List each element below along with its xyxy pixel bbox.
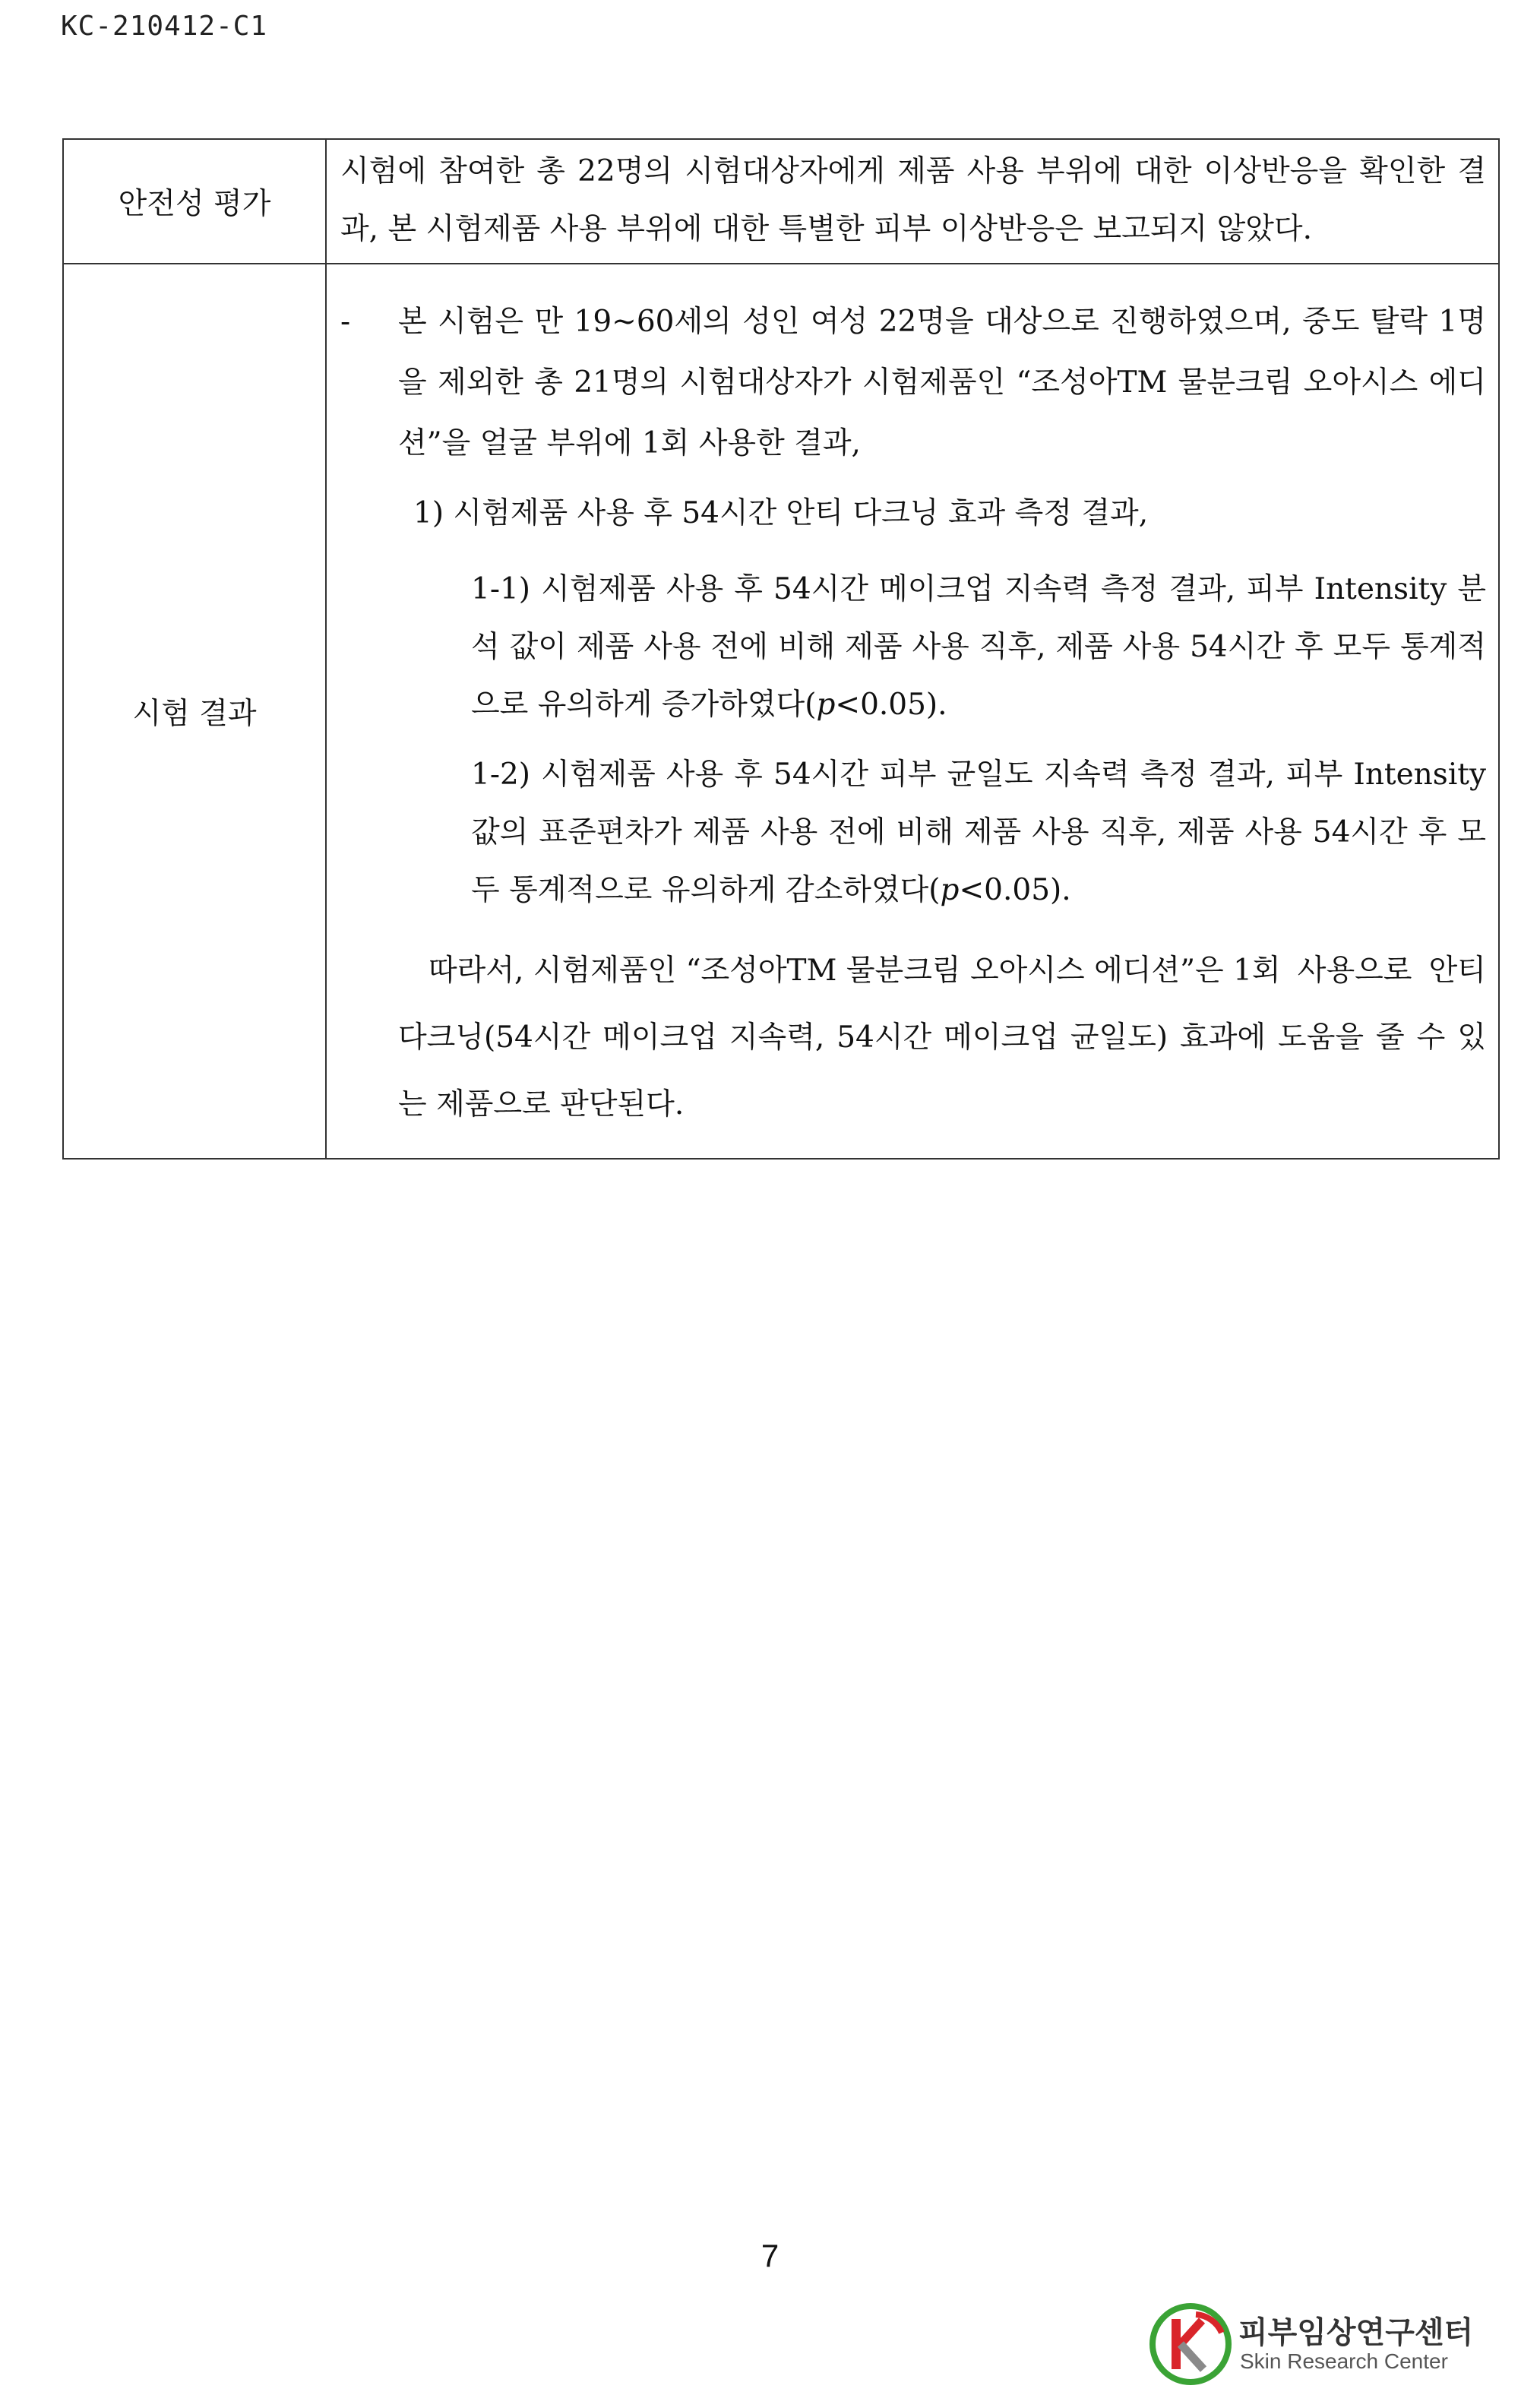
p-value: <0.05). — [959, 873, 1071, 907]
results-intro — [340, 292, 1486, 474]
safety-content — [326, 139, 1499, 264]
results-row — [63, 264, 1499, 1159]
safety-row — [63, 139, 1499, 264]
sub-1-1-text: 1-1) 시험제품 사용 후 54시간 메이크업 지속력 측정 결과, 피부 Intensity 분석 값이 제품 사용 전에 비해 제품 사용 직후, 제품 사용 54시간 후 모두 통계적으로 유의하게 증가하였다( — [471, 572, 1486, 722]
dash-marker: - — [340, 305, 351, 339]
page-number: 7 — [761, 2238, 779, 2273]
results-intro-text: 본 시험은 만 19~60세의 성인 여성 22명을 대상으로 진행하였으며, 중도 탈락 1명을 제외한 총 21명의 시험대상자가 시험제품인 “조성아TM 물분크림 오아시스 에디션”을 얼굴 부위에 1회 사용한 결과, — [398, 305, 1486, 460]
result-sub-1-2 — [340, 746, 1486, 919]
results-label: 시험 결과 — [63, 264, 326, 1159]
result-sub-1-1 — [340, 561, 1486, 734]
results-content — [326, 264, 1499, 1159]
p-symbol: p — [816, 688, 836, 722]
sub-1-2-text: 1-2) 시험제품 사용 후 54시간 피부 균일도 지속력 측정 결과, 피부 Intensity 값의 표준편차가 제품 사용 전에 비해 제품 사용 직후, 제품 사용 54시간 후 모두 통계적으로 유의하게 감소하였다( — [471, 758, 1486, 907]
logo-korean-text: 피부임상연구센터 — [1238, 2315, 1474, 2350]
p-symbol: p — [940, 873, 960, 907]
results-conclusion — [340, 938, 1486, 1138]
center-logo — [1149, 2302, 1483, 2386]
conclusion-rest: 사용으로 안티 다크닝(54시간 메이크업 지속력, 54시간 메이크업 균일도) 효과에 도움을 줄 수 있는 제품으로 판단된다. — [398, 954, 1486, 1122]
document-id: KC-210412-C1 — [61, 11, 268, 42]
safety-label: 안전성 평가 — [63, 139, 326, 264]
safety-text: 시험에 참여한 총 22명의 시험대상자에게 제품 사용 부위에 대한 이상반응을 확인한 결과, 본 시험제품 사용 부위에 대한 특별한 피부 이상반응은 보고되지 않았다. — [340, 154, 1486, 246]
report-table — [62, 138, 1500, 1160]
result-item-1: 1) 시험제품 사용 후 54시간 안티 다크닝 효과 측정 결과, — [413, 496, 1149, 530]
logo-english-text: Skin Research Center — [1240, 2349, 1448, 2373]
kc-logo-icon — [1149, 2302, 1232, 2386]
p-value: <0.05). — [835, 688, 947, 722]
conclusion-first-line: 따라서, 시험제품인 “조성아TM 물분크림 오아시스 에디션”은 1회 — [428, 954, 1281, 988]
